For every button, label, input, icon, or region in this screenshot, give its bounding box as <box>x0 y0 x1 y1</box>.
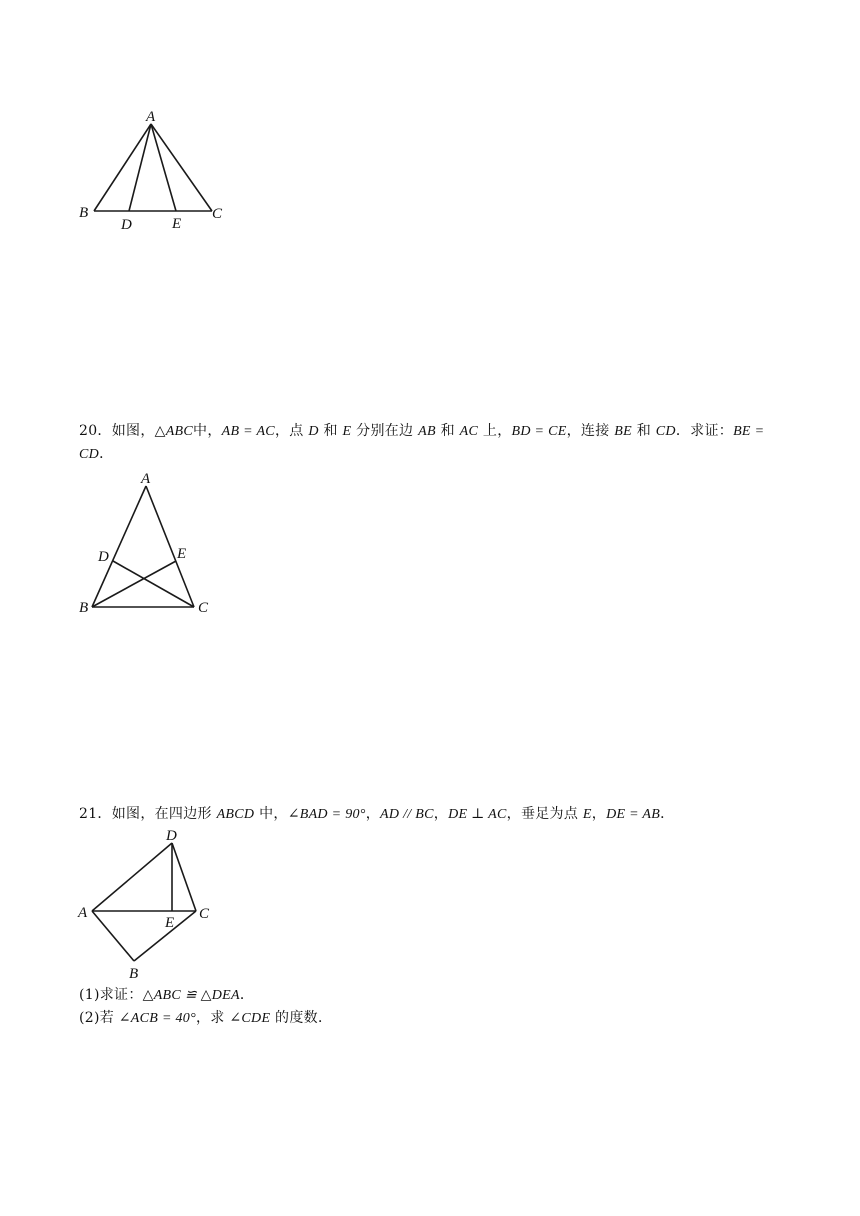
figure-3-svg <box>70 825 230 985</box>
math-triangle-abc: △ABC <box>154 424 194 439</box>
text: ．如图，在四边形 <box>97 806 217 822</box>
math-congruence: △ABC ≌ △DEA <box>142 988 240 1003</box>
segment-ae <box>151 124 176 211</box>
math-be-eq-cd: BE = CD <box>79 424 765 462</box>
figure-1-svg <box>70 105 250 240</box>
math-cd: CD <box>655 424 676 439</box>
segment-ad <box>129 124 151 211</box>
text: 分别在边 <box>351 423 419 439</box>
text: ， <box>433 806 449 822</box>
segment-ab <box>92 911 134 961</box>
figure-triangle-ade <box>70 105 250 240</box>
segment-ac <box>146 486 194 607</box>
segment-dc <box>172 843 196 911</box>
label-e: E <box>165 915 175 931</box>
problem-number: 20 <box>79 423 98 439</box>
label-a: A <box>78 905 88 921</box>
math-ac: AC <box>459 424 479 439</box>
label-e: E <box>177 546 187 562</box>
math-d: D <box>308 424 319 439</box>
label-c: C <box>198 600 209 616</box>
text: ． <box>239 987 255 1003</box>
text: ，连接 <box>566 423 615 439</box>
label-c: C <box>212 206 223 222</box>
text: 和 <box>435 423 460 439</box>
math-bd-eq-ce: BD = CE <box>511 424 567 439</box>
label-b: B <box>79 205 89 221</box>
problem-21-statement <box>79 803 779 826</box>
math-be: BE <box>614 424 632 439</box>
math-angle-cde: ∠CDE <box>229 1011 271 1026</box>
math-ab: AB <box>418 424 436 439</box>
math-angle-bad: ∠BAD = 90° <box>287 807 366 822</box>
label-d: D <box>166 828 177 844</box>
text: (2)若 <box>79 1010 119 1026</box>
text: 的度数． <box>270 1010 333 1026</box>
problem-21-part-1 <box>79 985 254 1006</box>
segment-ab <box>94 124 151 211</box>
text: 和 <box>631 423 656 439</box>
text: ， <box>365 806 381 822</box>
math-abcd: ABCD <box>216 807 255 822</box>
segment-cd <box>113 561 194 607</box>
text: ． <box>660 806 675 822</box>
figure-problem-21 <box>70 825 230 985</box>
text: ．如图， <box>97 423 155 439</box>
label-e: E <box>172 216 182 232</box>
math-de-eq-ab: DE = AB <box>606 807 661 822</box>
label-b: B <box>129 966 139 982</box>
math-e: E <box>342 424 352 439</box>
label-c: C <box>199 906 210 922</box>
label-d: D <box>98 549 109 565</box>
math-ab-eq-ac: AB = AC <box>221 424 275 439</box>
text: 上， <box>478 423 512 439</box>
segment-ad <box>92 843 172 911</box>
label-d: D <box>121 217 132 233</box>
label-a: A <box>141 471 151 487</box>
segment-ab <box>92 486 146 607</box>
label-a: A <box>146 109 156 125</box>
text: ． <box>99 446 114 462</box>
text: ，求 <box>196 1010 230 1026</box>
problem-number: 21 <box>79 806 98 822</box>
segment-ac <box>151 124 212 211</box>
text: ， <box>591 806 607 822</box>
segment-be <box>92 561 176 607</box>
figure-2-svg <box>70 465 230 620</box>
text: 中， <box>254 806 288 822</box>
problem-20-statement <box>79 420 779 466</box>
math-angle-acb: ∠ACB = 40° <box>118 1011 196 1026</box>
math-e: E <box>582 807 592 822</box>
text: ，点 <box>274 423 309 439</box>
figure-problem-20 <box>70 465 230 620</box>
math-ad-parallel-bc: AD // BC <box>380 807 434 822</box>
math-de-perp-ac: DE ⊥ AC <box>448 807 507 822</box>
label-b: B <box>79 600 89 616</box>
text: ，垂足为点 <box>506 806 583 822</box>
problem-21-part-2 <box>79 1008 332 1029</box>
text: 中， <box>193 423 222 439</box>
text: 和 <box>318 423 343 439</box>
text: ．求证： <box>675 423 734 439</box>
text: (1)求证： <box>79 987 143 1003</box>
